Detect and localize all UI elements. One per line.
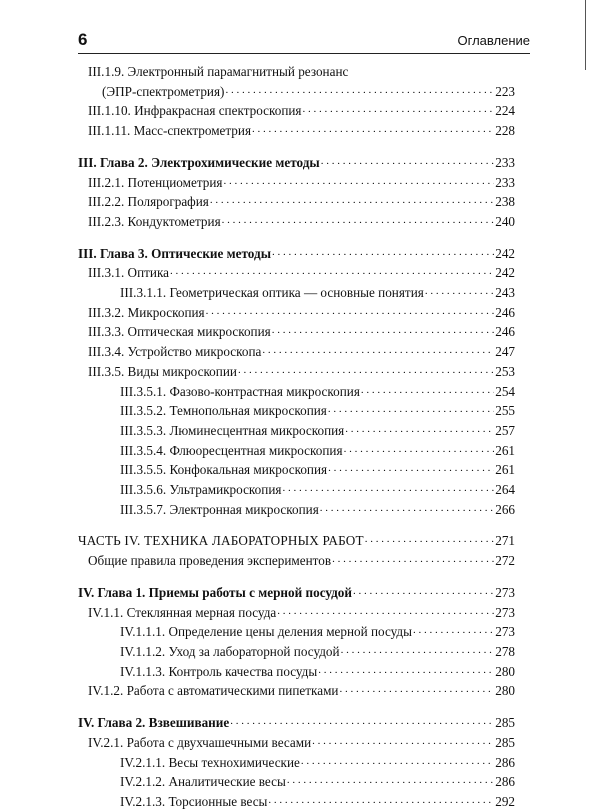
toc-entry-label: IV. Глава 2. Взвешивание: [78, 715, 230, 731]
toc-entry-label: Общие правила проведения экспериментов: [88, 553, 332, 569]
toc-page-number: 247: [495, 344, 515, 360]
leader-dots: [413, 620, 494, 640]
leader-dots: [328, 458, 494, 478]
toc-page-number: 254: [495, 383, 515, 399]
running-head: Оглавление: [457, 33, 530, 48]
toc-chapter-entry: [78, 152, 515, 172]
toc-page-number: 238: [495, 194, 515, 210]
toc-chapter-entry: [78, 582, 515, 602]
leader-dots: [238, 360, 494, 380]
leader-dots: [339, 679, 494, 699]
toc-page-number: 257: [495, 422, 515, 438]
toc-entry: [78, 361, 515, 381]
leader-dots: [272, 320, 494, 340]
toc-entry: [78, 621, 515, 641]
toc-entry-label: III.3.5.6. Ультрамикроскопия: [120, 482, 282, 498]
toc-entry-label: IV.1.1.1. Определение цены деления мерной посуды: [120, 624, 412, 640]
toc-page-number: 223: [495, 83, 515, 99]
toc-page-number: 280: [495, 683, 515, 699]
toc-entry: [78, 211, 515, 231]
toc-entry-label: III.3.5. Виды микроскопии: [88, 363, 237, 379]
toc-entry-label: III.3.5.5. Конфокальная микроскопия: [120, 462, 328, 478]
toc-entry: [78, 400, 515, 420]
toc-page-number: 285: [495, 734, 515, 750]
toc-entry-label: III.3.3. Оптическая микроскопия: [88, 324, 271, 340]
header-rule: [78, 53, 530, 54]
toc-entry: [78, 602, 515, 622]
toc-entry: [78, 100, 515, 120]
leader-dots: [223, 171, 494, 191]
toc-page-number: 285: [495, 715, 515, 731]
toc-page-number: 242: [495, 245, 515, 261]
toc-entry: [78, 791, 515, 811]
toc-entry: [78, 120, 515, 140]
toc-entry-label: IV. Глава 1. Приемы работы с мерной посудой: [78, 584, 353, 600]
toc-page-number: 243: [495, 285, 515, 301]
leader-dots: [225, 80, 494, 100]
toc-entry: [78, 341, 515, 361]
toc-entry: [78, 262, 515, 282]
leader-dots: [312, 731, 494, 751]
toc-entry-label: III.1.11. Масс-спектрометрия: [88, 123, 252, 139]
toc-page-number: 286: [495, 754, 515, 770]
leader-dots: [262, 340, 494, 360]
leader-dots: [318, 660, 494, 680]
toc-entry-label: III.3.2. Микроскопия: [88, 304, 205, 320]
toc-page-number: 224: [495, 103, 515, 119]
toc-entry: [78, 661, 515, 681]
toc-entry-label: III.3.5.1. Фазово-контрастная микроскопия: [120, 383, 360, 399]
toc-page-number: 273: [495, 624, 515, 640]
toc-entry: [78, 420, 515, 440]
toc-entry-label: IV.2.1.3. Торсионные весы: [120, 793, 268, 809]
leader-dots: [344, 439, 495, 459]
toc-entry: [78, 172, 515, 192]
leader-dots: [170, 261, 494, 281]
toc-page-number: 286: [495, 774, 515, 790]
toc-entry: [78, 732, 515, 752]
toc-entry: [78, 771, 515, 791]
toc-entry: [78, 641, 515, 661]
toc-entry-label: III.1.10. Инфракрасная спектроскопия: [88, 103, 302, 119]
toc-entry-label: III. Глава 3. Оптические методы: [78, 245, 271, 261]
toc-page-number: 253: [495, 363, 515, 379]
leader-dots: [365, 529, 494, 549]
toc-page-number: 280: [495, 663, 515, 679]
leader-dots: [222, 210, 495, 230]
toc-page-number: 261: [495, 462, 515, 478]
toc-part-entry: [78, 530, 515, 550]
toc-page-number: 246: [495, 304, 515, 320]
toc-page-number: 266: [495, 501, 515, 517]
page-edge-rule: [585, 0, 586, 70]
toc-entry-label: III.2.2. Полярография: [88, 194, 209, 210]
leader-dots: [272, 242, 494, 262]
toc-page-number: 292: [495, 793, 515, 809]
leader-dots: [353, 581, 494, 601]
toc-chapter-entry: [78, 243, 515, 263]
leader-dots: [341, 640, 495, 660]
toc-entry-label: III.3.5.3. Люминесцентная микроскопия: [120, 422, 345, 438]
toc-page-number: 255: [495, 403, 515, 419]
leader-dots: [328, 399, 494, 419]
toc-page-number: 233: [495, 174, 515, 190]
toc-page-number: 273: [495, 584, 515, 600]
toc-entry-label: III. Глава 2. Электрохимические методы: [78, 154, 320, 170]
toc-entry: [78, 191, 515, 211]
toc-entry-label: III.3.4. Устройство микроскопа: [88, 344, 262, 360]
toc-page-number: 242: [495, 265, 515, 281]
toc-entry-label: III.3.1.1. Геометрическая оптика — основные понятия: [120, 285, 424, 301]
toc-page-number: 272: [495, 553, 515, 569]
toc-page-number: 228: [495, 123, 515, 139]
toc-entry: [78, 752, 515, 772]
toc-entry: [78, 321, 515, 341]
leader-dots: [321, 151, 495, 171]
leader-dots: [230, 711, 494, 731]
toc-entry-label: III.3.5.7. Электронная микроскопия: [120, 501, 319, 517]
toc-entry-label: (ЭПР-спектрометрия): [102, 83, 225, 99]
toc-entry-label: III.2.1. Потенциометрия: [88, 174, 223, 190]
leader-dots: [303, 99, 495, 119]
toc-chapter-entry: [78, 712, 515, 732]
toc-page-number: 246: [495, 324, 515, 340]
table-of-contents: [78, 63, 515, 811]
toc-entry-label: III.3.1. Оптика: [88, 265, 170, 281]
toc-entry: [78, 459, 515, 479]
toc-entry-label: IV.1.2. Работа с автоматическими пипетками: [88, 683, 339, 699]
toc-entry: [78, 550, 515, 570]
toc-page-number: 273: [495, 604, 515, 620]
toc-page-number: 261: [495, 442, 515, 458]
toc-entry: [78, 282, 515, 302]
toc-entry-label: III.3.5.2. Темнопольная микроскопия: [120, 403, 327, 419]
toc-entry-label: III.1.9. Электронный парамагнитный резонанс: [88, 64, 349, 79]
toc-entry-label: IV.2.1.1. Весы технохимические: [120, 754, 300, 770]
toc-entry: [78, 479, 515, 499]
toc-page-number: 233: [495, 154, 515, 170]
toc-entry: [78, 440, 515, 460]
leader-dots: [277, 601, 494, 621]
leader-dots: [345, 419, 494, 439]
toc-page-number: 264: [495, 482, 515, 498]
leader-dots: [332, 549, 494, 569]
leader-dots: [425, 281, 494, 301]
toc-entry: [78, 680, 515, 700]
toc-entry-label: III.2.3. Кондуктометрия: [88, 213, 221, 229]
toc-entry-label: IV.1.1. Стеклянная мерная посуда: [88, 604, 277, 620]
toc-entry-label: IV.1.1.3. Контроль качества посуды: [120, 663, 318, 679]
leader-dots: [252, 119, 494, 139]
leader-dots: [268, 790, 494, 810]
leader-dots: [282, 478, 494, 498]
toc-entry-label: IV.1.1.2. Уход за лабораторной посудой: [120, 643, 340, 659]
leader-dots: [210, 190, 494, 210]
leader-dots: [206, 301, 495, 321]
toc-entry: [78, 499, 515, 519]
toc-entry: [78, 381, 515, 401]
leader-dots: [361, 380, 494, 400]
toc-page-number: 240: [495, 213, 515, 229]
toc-entry: [78, 81, 515, 101]
leader-dots: [301, 751, 494, 771]
toc-entry: [78, 302, 515, 322]
leader-dots: [320, 498, 494, 518]
page-number: 6: [78, 30, 88, 49]
toc-entry-label: III.3.5.4. Флюоресцентная микроскопия: [120, 442, 343, 458]
toc-entry-line: [78, 63, 515, 81]
toc-entry-label: IV.2.1.2. Аналитические весы: [120, 774, 286, 790]
toc-page-number: 278: [495, 643, 515, 659]
leader-dots: [287, 770, 494, 790]
toc-entry-label: ЧАСТЬ IV. ТЕХНИКА ЛАБОРАТОРНЫХ РАБОТ: [78, 533, 364, 549]
toc-entry-label: IV.2.1. Работа с двухчашечными весами: [88, 734, 312, 750]
toc-page-number: 271: [495, 533, 515, 549]
